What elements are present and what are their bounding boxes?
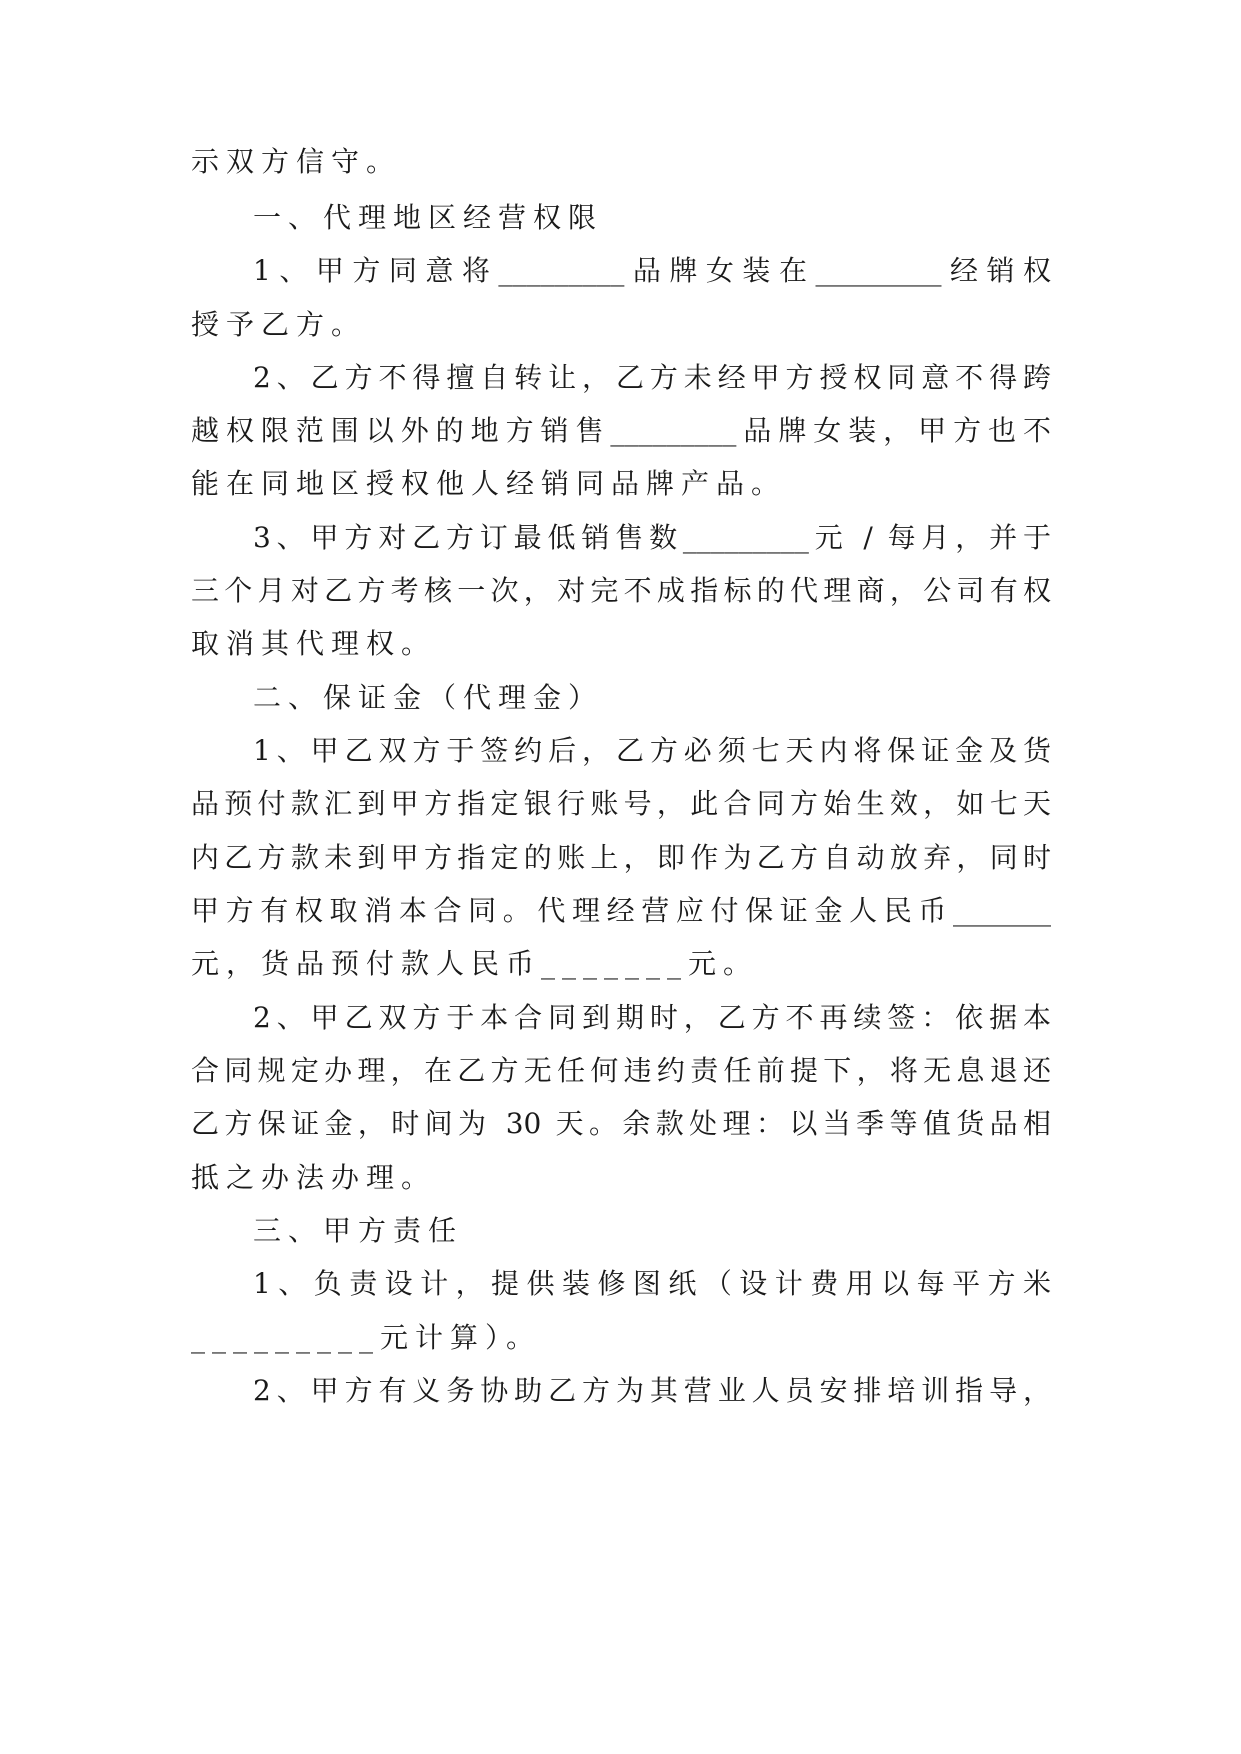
text-line: 1、甲方同意将_________品牌女装在_________经销权 bbox=[253, 254, 1051, 287]
text-line: 1、甲乙双方于签约后，乙方必须七天内将保证金及货 bbox=[253, 734, 1051, 767]
text-line: 能在同地区授权他人经销同品牌产品。 bbox=[191, 467, 787, 500]
text-line: 2、甲方有义务协助乙方为其营业人员安排培训指导， bbox=[253, 1374, 1051, 1407]
text-line: 1、负责设计，提供装修图纸（设计费用以每平方米 bbox=[253, 1267, 1051, 1300]
text-line: 内乙方款未到甲方指定的账上，即作为乙方自动放弃，同时 bbox=[191, 841, 1051, 874]
section-heading: 二、保证金（代理金） bbox=[253, 681, 604, 714]
text-line: 2、乙方不得擅自转让，乙方未经甲方授权同意不得跨 bbox=[253, 361, 1051, 394]
text-line: 元，货品预付款人民币_______元。 bbox=[191, 947, 759, 980]
text-line: 越权限范围以外的地方销售_________品牌女装，甲方也不 bbox=[191, 414, 1051, 447]
text-line: 取消其代理权。 bbox=[191, 627, 437, 660]
text-line: 示双方信守。 bbox=[191, 145, 402, 178]
section-heading: 三、甲方责任 bbox=[253, 1214, 464, 1247]
text-line: 乙方保证金，时间为 30 天。余款处理：以当季等值货品相 bbox=[191, 1107, 1051, 1140]
text-line: 3、甲方对乙方订最低销售数_________元 / 每月，并于 bbox=[253, 521, 1051, 554]
text-line: 2、甲乙双方于本合同到期时，乙方不再续签：依据本 bbox=[253, 1001, 1051, 1034]
section-heading: 一、代理地区经营权限 bbox=[253, 201, 604, 234]
text-line: 品预付款汇到甲方指定银行账号，此合同方始生效，如七天 bbox=[191, 787, 1051, 820]
text-line: 合同规定办理，在乙方无任何违约责任前提下，将无息退还 bbox=[191, 1054, 1051, 1087]
text-line: 三个月对乙方考核一次，对完不成指标的代理商，公司有权 bbox=[191, 574, 1051, 607]
text-line: 甲方有权取消本合同。代理经营应付保证金人民币_______ bbox=[191, 894, 1051, 927]
text-line: 授予乙方。 bbox=[191, 308, 367, 341]
text-line: _________元计算）。 bbox=[191, 1321, 542, 1354]
text-line: 抵之办法办理。 bbox=[191, 1161, 437, 1194]
